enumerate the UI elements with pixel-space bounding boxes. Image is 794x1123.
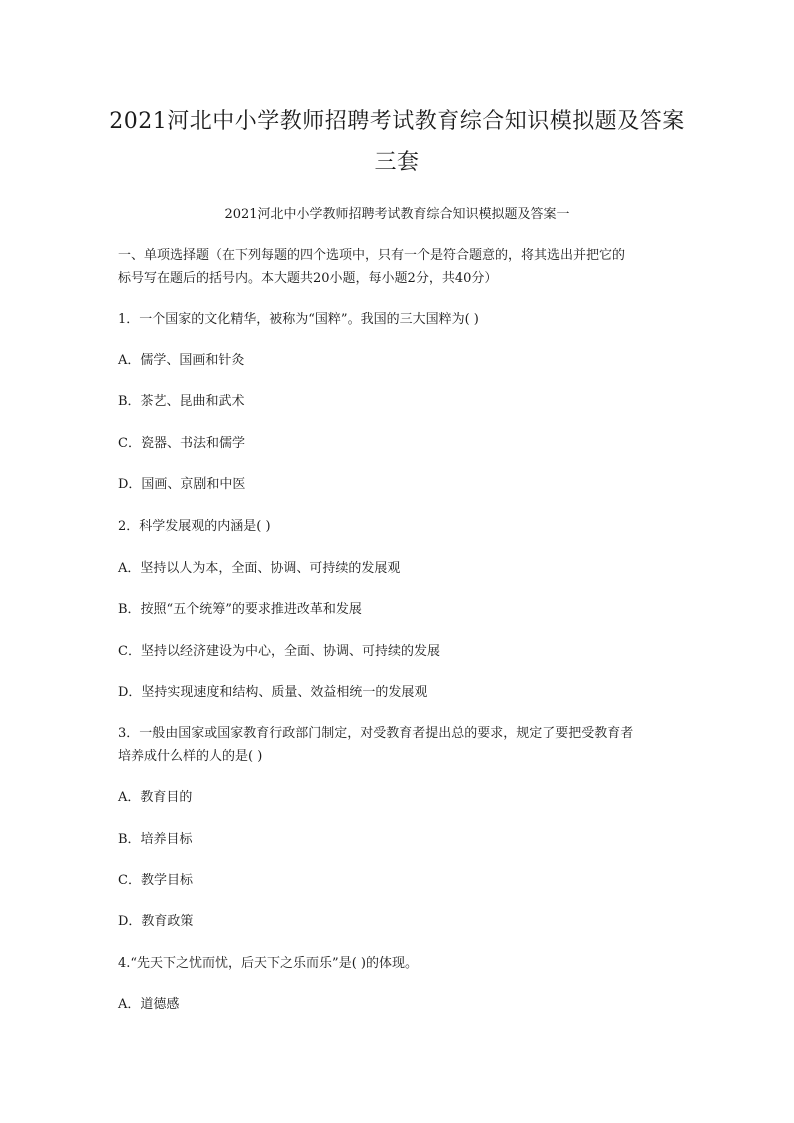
question-1-option-c: C．瓷器、书法和儒学 [118, 436, 245, 451]
question-4-stem: 4.“先天下之忧而忧，后天下之乐而乐”是( )的体现。 [118, 956, 418, 971]
section-heading-line-2: 标号写在题后的括号内。本大题共20小题，每小题2分，共40分） [118, 271, 498, 286]
question-2-stem: 2．科学发展观的内涵是( ) [118, 519, 271, 534]
document-subtitle: 2021河北中小学教师招聘考试教育综合知识模拟题及答案一 [224, 207, 570, 222]
question-2-option-c: C．坚持以经济建设为中心，全面、协调、可持续的发展 [118, 644, 440, 659]
question-3-option-c: C．教学目标 [118, 873, 193, 888]
question-1-stem: 1．一个国家的文化精华，被称为“国粹”。我国的三大国粹为( ) [118, 312, 479, 327]
document-title-line-2: 三套 [374, 150, 420, 175]
question-1-option-a: A．儒学、国画和针灸 [118, 353, 245, 368]
question-4-option-a: A．道德感 [118, 997, 180, 1012]
question-2-option-d: D．坚持实现速度和结构、质量、效益相统一的发展观 [118, 685, 428, 700]
question-2-option-a: A．坚持以人为本，全面、协调、可持续的发展观 [118, 561, 401, 576]
question-3-stem-line-2: 培养成什么样的人的是( ) [118, 749, 263, 764]
question-2-option-b: B．按照“五个统筹”的要求推进改革和发展 [118, 602, 362, 617]
question-3-option-b: B．培养目标 [118, 832, 193, 847]
question-1-option-b: B．茶艺、昆曲和武术 [118, 394, 245, 409]
question-3-option-d: D．教育政策 [118, 914, 194, 929]
question-1-option-d: D．国画、京剧和中医 [118, 477, 246, 492]
section-heading-line-1: 一、单项选择题（在下列每题的四个选项中，只有一个是符合题意的，将其选出并把它的 [118, 248, 626, 263]
question-3-option-a: A．教育目的 [118, 790, 193, 805]
question-3-stem-line-1: 3．一般由国家或国家教育行政部门制定，对受教育者提出总的要求，规定了要把受教育者 [118, 726, 634, 741]
document-title-line-1: 2021河北中小学教师招聘考试教育综合知识模拟题及答案 [109, 109, 685, 134]
